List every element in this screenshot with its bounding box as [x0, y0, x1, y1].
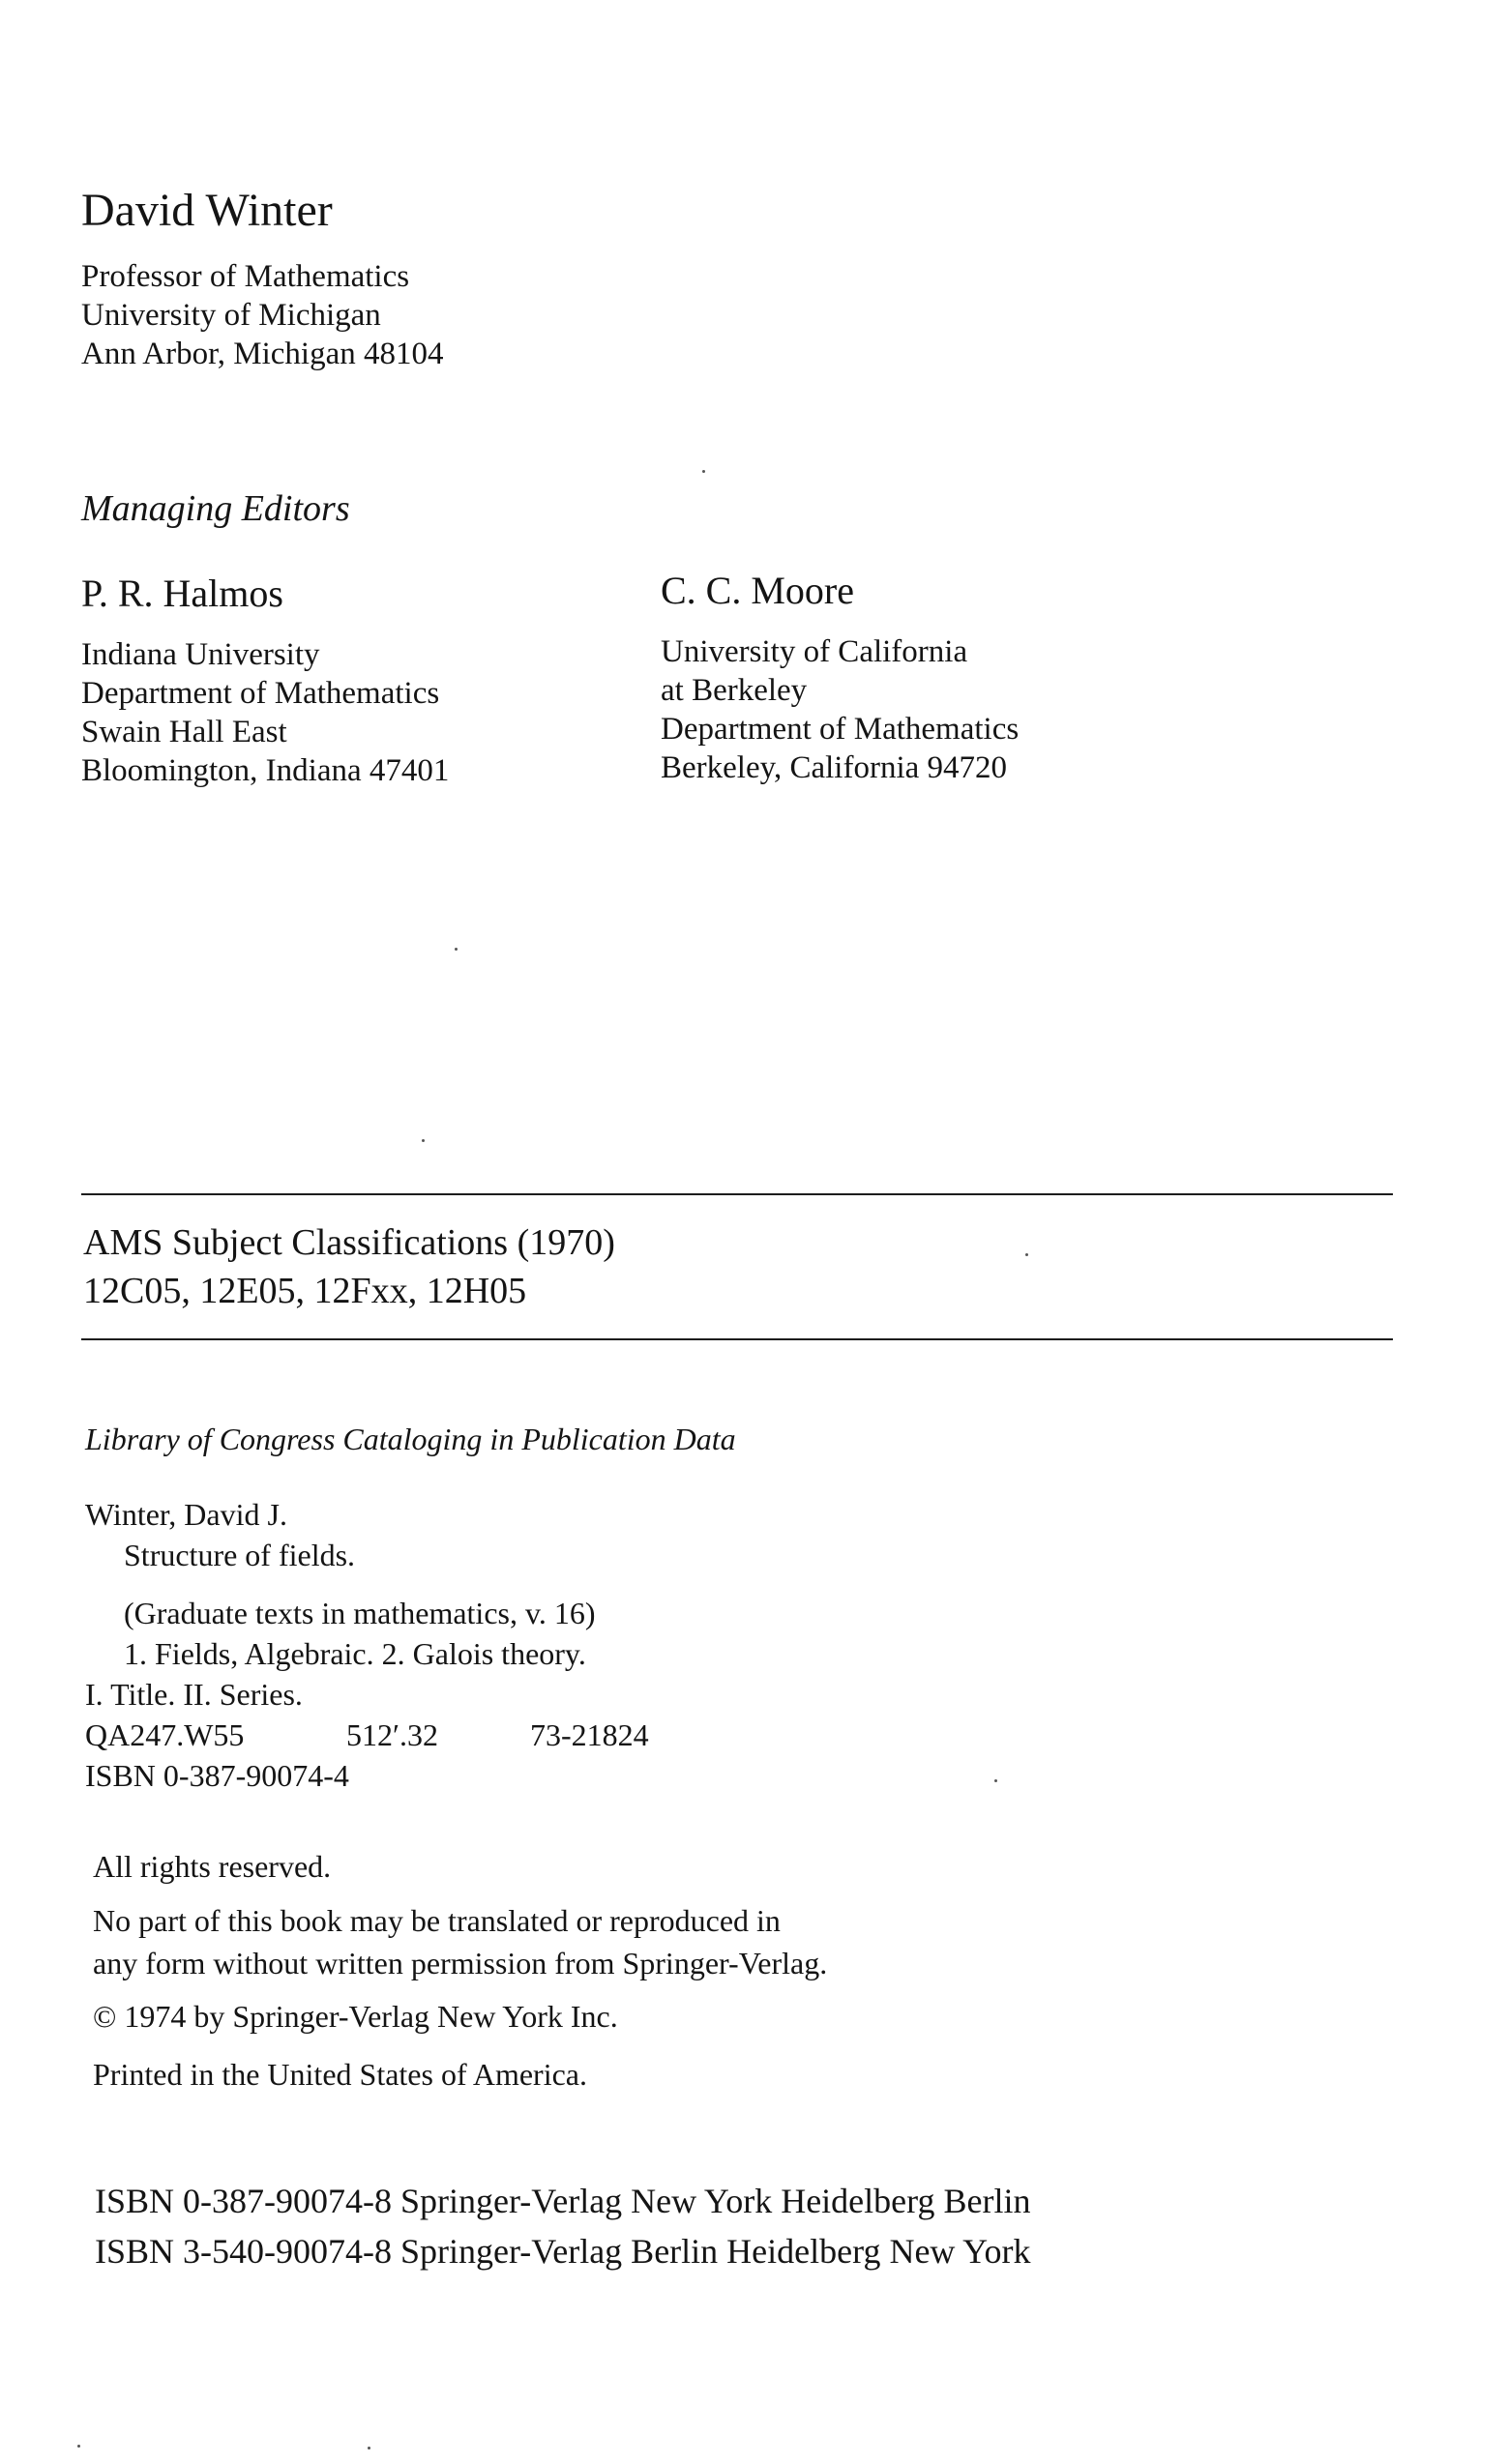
editor-address-line: Swain Hall East — [81, 715, 287, 749]
cip-heading: Library of Congress Cataloging in Publication Data — [85, 1422, 736, 1456]
editor-address — [81, 635, 449, 790]
editor-name: P. R. Halmos — [81, 572, 283, 615]
isbn-line: ISBN 3-540-90074-8 Springer-Verlag Berlin Heidelberg New York — [95, 2232, 1031, 2271]
divider — [81, 1338, 1393, 1340]
scan-speck — [994, 1779, 997, 1782]
editor-address-line: Berkeley, California 94720 — [661, 750, 1008, 785]
author-affiliation-line: Professor of Mathematics — [81, 259, 410, 294]
editor-address-line: Department of Mathematics — [661, 712, 1020, 747]
scan-speck — [455, 948, 458, 951]
scan-speck — [77, 2445, 80, 2448]
cip-series: (Graduate texts in mathematics, v. 16) — [124, 1596, 596, 1630]
editor-address-line: Indiana University — [81, 637, 320, 672]
author-affiliation-line: Ann Arbor, Michigan 48104 — [81, 337, 444, 371]
editor-name: C. C. Moore — [661, 569, 854, 612]
editor-address-line: University of California — [661, 634, 968, 669]
scan-speck — [1025, 1253, 1028, 1256]
copyright-notice: © 1974 by Springer-Verlag New York Inc. — [93, 1999, 618, 2034]
editor-address — [661, 632, 1019, 787]
isbn-line: ISBN 0-387-90074-8 Springer-Verlag New York Heidelberg Berlin — [95, 2182, 1031, 2220]
rights-notice — [93, 1899, 827, 1984]
editor-address-line: Bloomington, Indiana 47401 — [81, 753, 450, 788]
cip-lccn: 73-21824 — [530, 1717, 649, 1752]
cip-dewey-number: 512′.32 — [346, 1717, 438, 1752]
cip-subjects: 1. Fields, Algebraic. 2. Galois theory. — [124, 1636, 586, 1671]
cip-author: Winter, David J. — [85, 1497, 287, 1532]
scan-speck — [422, 1139, 425, 1142]
cip-call-number: QA247.W55 — [85, 1717, 245, 1752]
editor-address-line: Department of Mathematics — [81, 676, 440, 711]
cip-added-entries: I. Title. II. Series. — [85, 1677, 303, 1712]
cip-title: Structure of fields. — [124, 1538, 356, 1572]
author-affiliation — [81, 257, 443, 373]
cip-classification — [85, 1716, 649, 1754]
scan-speck — [702, 470, 705, 473]
cip-isbn: ISBN 0-387-90074-4 — [85, 1758, 349, 1793]
ams-classification-codes: 12C05, 12E05, 12Fxx, 12H05 — [83, 1271, 527, 1311]
rights-notice-line: No part of this book may be translated or reproduced in — [93, 1903, 781, 1938]
author-name: David Winter — [81, 185, 333, 236]
divider — [81, 1193, 1393, 1195]
rights-reserved: All rights reserved. — [93, 1849, 332, 1884]
ams-classification-heading: AMS Subject Classifications (1970) — [83, 1222, 615, 1263]
rights-notice-line: any form without written permission from Springer-Verlag. — [93, 1946, 828, 1980]
scan-speck — [368, 2447, 370, 2449]
printed-in-notice: Printed in the United States of America. — [93, 2057, 587, 2092]
editors-heading: Managing Editors — [81, 488, 350, 529]
editor-address-line: at Berkeley — [661, 673, 808, 708]
author-affiliation-line: University of Michigan — [81, 298, 381, 333]
